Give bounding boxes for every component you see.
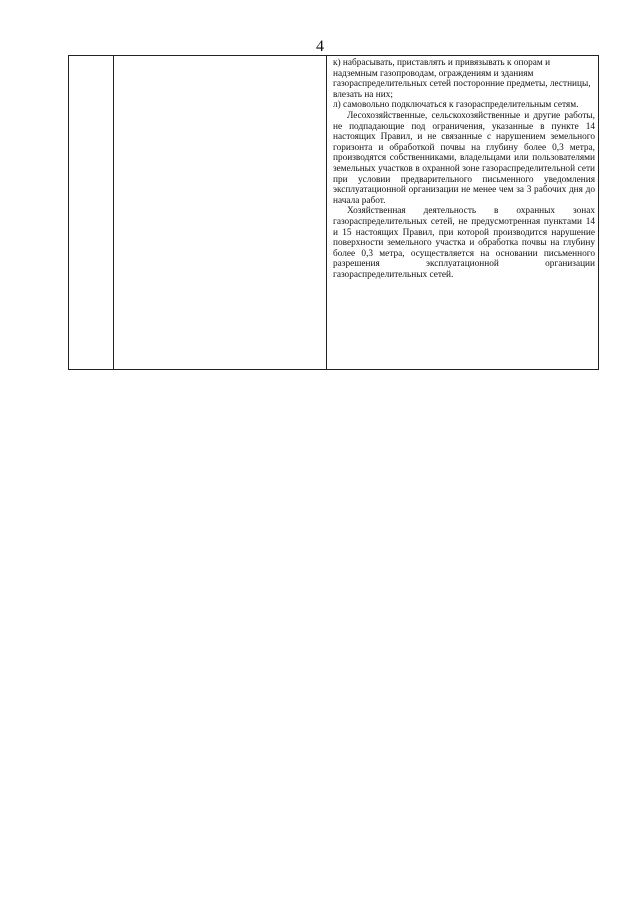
table-row [69, 56, 599, 370]
page-number: 4 [316, 38, 324, 55]
table-cell-title [114, 56, 327, 370]
paragraph-item-l: л) самовольно подключаться к газораспределительным сетям. [333, 100, 579, 111]
table-cell-text [327, 56, 599, 370]
paragraph-economic-activity: Хозяйственная деятельность в охранных зонах газораспределительных сетей, не предусмотренная пунктами 14 и 15 настоящих Правил, при которой производится нарушение поверхности земельного участка и обработка почвы на глубину более 0,3 метра, осуществляется на основании письменного разрешения эксплуатационной организации газораспределительных сетей. [333, 206, 595, 280]
regulation-table [68, 55, 599, 370]
paragraph-item-k: к) набрасывать, приставлять и привязывать к опорам и надземным газопроводам, ограждениям и зданиям газораспределительных сетей посторонние предметы, лестницы, влезать на них; [333, 58, 591, 100]
paragraph-forestry-agriculture: Лесохозяйственные, сельскохозяйственные и другие работы, не подпадающие под ограничения, указанные в пункте 14 настоящих Правил, и не связанные с нарушением земельного горизонта и обработкой почвы на глубину более 0,3 метра, производятся собственниками, владельцами или пользователями земельных участков в охранной зоне газораспределительной сети при условии предварительного письменного уведомления эксплуатационной организации не менее чем за 3 рабочих дня до начала работ. [333, 110, 595, 206]
table-cell-number [69, 56, 114, 370]
